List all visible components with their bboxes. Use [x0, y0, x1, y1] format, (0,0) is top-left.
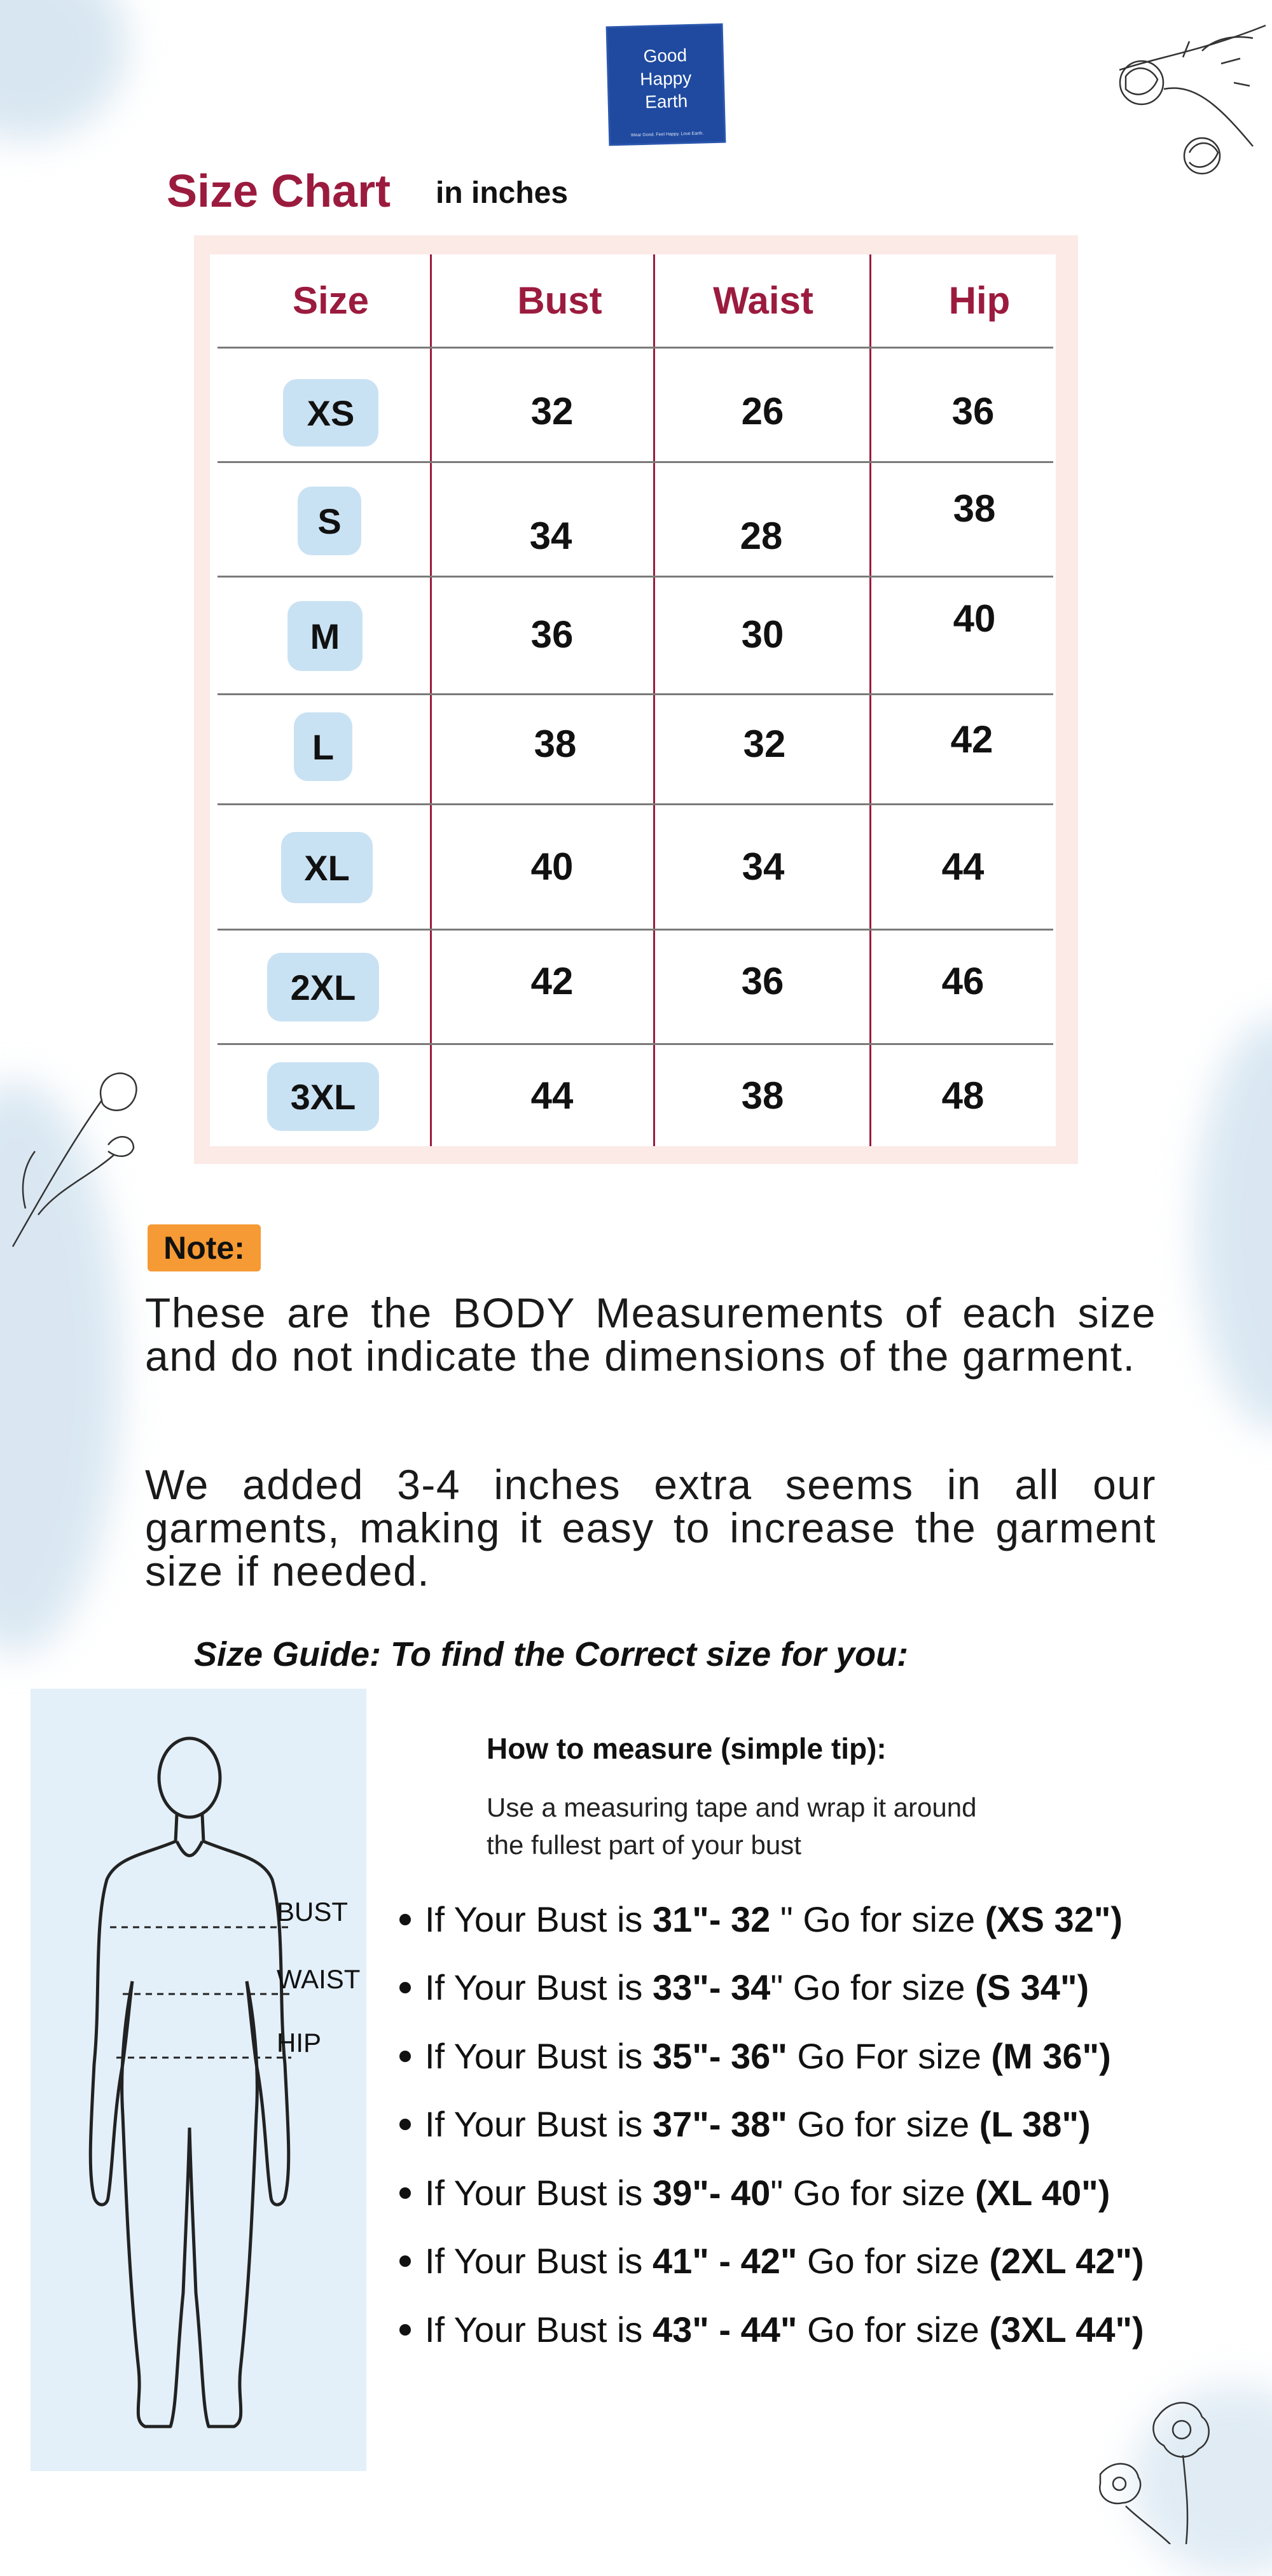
header-size: Size	[292, 279, 370, 322]
hip-value: 42	[950, 718, 993, 761]
how-to-measure-text-1: Use a measuring tape and wrap it around	[487, 1792, 977, 1822]
brand-logo	[608, 25, 724, 144]
bullet-text: Go for size	[797, 2309, 990, 2350]
waist-value: 36	[741, 960, 784, 1002]
size-badge-m: M	[287, 601, 363, 671]
bullet-range: 31"- 32	[652, 1899, 771, 1939]
bullet-dot-icon	[399, 2324, 411, 2336]
waist-label: WAIST	[277, 1964, 361, 1994]
flower-sketch-top-right-icon	[1107, 13, 1272, 184]
bust-value: 34	[529, 515, 572, 557]
unit-label: in inches	[436, 176, 569, 210]
hip-value: 38	[953, 487, 996, 530]
row-divider	[218, 576, 1053, 578]
bullet-size: (M 36")	[991, 2036, 1111, 2076]
row-divider	[218, 929, 1053, 931]
bullet-range: 41" - 42"	[652, 2241, 798, 2281]
logo-line-3: Earth	[644, 91, 688, 112]
row-divider	[218, 693, 1053, 695]
waist-value: 28	[740, 515, 783, 557]
row-divider	[218, 803, 1053, 805]
size-badge-l: L	[294, 712, 352, 781]
bullet-range: 37"- 38"	[652, 2104, 787, 2144]
bullet-range: 43" - 44"	[652, 2309, 798, 2350]
size-guide-bullet	[399, 2172, 1110, 2213]
body-figure-panel	[31, 1689, 366, 2471]
hip-value: 36	[951, 390, 995, 433]
bullet-text: " Go for size	[770, 2173, 976, 2213]
waist-value: 32	[743, 723, 786, 765]
bust-value: 38	[534, 723, 577, 765]
body-outline-icon	[69, 1733, 310, 2446]
bullet-size: (L 38")	[979, 2104, 1091, 2144]
bust-value: 36	[530, 613, 574, 656]
bullet-size: (S 34")	[975, 1967, 1089, 2007]
logo-line-2: Happy	[639, 67, 692, 90]
note-badge: Note:	[148, 1224, 261, 1271]
column-divider	[430, 254, 432, 1146]
row-divider	[218, 347, 1053, 349]
hip-value: 44	[941, 845, 985, 888]
how-to-measure-text-2: the fullest part of your bust	[487, 1830, 801, 1860]
bullet-text: If Your Bust is	[425, 2173, 653, 2213]
size-guide-bullet	[399, 1899, 1123, 1940]
bullet-dot-icon	[399, 1982, 411, 1993]
bust-value: 42	[530, 960, 574, 1002]
bullet-text: Go for size	[787, 2104, 979, 2144]
bullet-text: Go for size	[797, 2241, 990, 2281]
bullet-text: " Go for size	[770, 1899, 985, 1939]
bullet-text: If Your Bust is	[425, 1899, 653, 1939]
size-badge-xs: XS	[283, 379, 378, 447]
bullet-dot-icon	[399, 2187, 411, 2199]
bullet-range: 33"- 34	[652, 1967, 771, 2007]
size-guide-bullet	[399, 2103, 1091, 2145]
bullet-dot-icon	[399, 2255, 411, 2267]
watercolor-right-mid	[1196, 1018, 1272, 1431]
note-paragraph-2: We added 3-4 inches extra seems in all our garments, making it easy to increase the garment size if needed.	[145, 1461, 1156, 1595]
row-divider	[218, 1043, 1053, 1045]
bust-label: BUST	[277, 1897, 349, 1927]
size-badge-xl: XL	[281, 832, 373, 903]
waist-value: 30	[741, 613, 784, 656]
note-paragraph-1: These are the BODY Measurements of each size and do not indicate the dimensions of the garment.	[145, 1289, 1156, 1380]
size-badge-3xl: 3XL	[267, 1062, 379, 1131]
logo-line-1: Good	[643, 45, 688, 66]
how-to-measure-title: How to measure (simple tip):	[487, 1732, 887, 1765]
bullet-dot-icon	[399, 1914, 411, 1925]
bullet-dot-icon	[399, 2119, 411, 2130]
size-guide-title: Size Guide: To find the Correct size for you:	[194, 1635, 909, 1673]
bust-value: 32	[530, 390, 574, 433]
row-divider	[218, 461, 1053, 463]
size-badge-s: S	[298, 487, 361, 555]
bullet-size: (3XL 44")	[989, 2309, 1144, 2350]
header-hip: Hip	[948, 279, 1011, 322]
bullet-text: If Your Bust is	[425, 2104, 653, 2144]
flower-sketch-bottom-right-icon	[1075, 2379, 1266, 2544]
waist-value: 34	[742, 845, 785, 888]
bullet-text: If Your Bust is	[425, 2036, 653, 2076]
bullet-size: (XS 32")	[985, 1899, 1123, 1939]
header-waist: Waist	[713, 279, 813, 322]
logo-tagline: Wear Good. Feel Happy. Love Earth.	[630, 131, 704, 138]
size-guide-bullet	[399, 2035, 1111, 2077]
size-guide-bullet	[399, 1967, 1089, 2008]
size-table	[210, 254, 1056, 1146]
bullet-size: (2XL 42")	[989, 2241, 1144, 2281]
bullet-text: " Go for size	[770, 1967, 976, 2007]
bust-value: 44	[530, 1074, 574, 1117]
waist-value: 26	[741, 390, 784, 433]
bullet-range: 35"- 36"	[652, 2036, 787, 2076]
hip-label: HIP	[277, 2028, 322, 2058]
bullet-text: If Your Bust is	[425, 2241, 653, 2281]
waist-value: 38	[741, 1074, 784, 1117]
size-guide-bullet	[399, 2309, 1144, 2350]
watercolor-top-left	[0, 0, 127, 140]
hip-value: 40	[953, 597, 996, 640]
flower-sketch-left-icon	[0, 1062, 153, 1253]
column-divider	[869, 254, 871, 1146]
column-divider	[653, 254, 655, 1146]
bullet-text: If Your Bust is	[425, 1967, 653, 2007]
bullet-range: 39"- 40	[652, 2173, 771, 2213]
bullet-size: (XL 40")	[975, 2173, 1110, 2213]
bust-value: 40	[530, 845, 574, 888]
hip-value: 46	[941, 960, 985, 1002]
bullet-dot-icon	[399, 2051, 411, 2062]
bullet-text: Go For size	[787, 2036, 992, 2076]
header-bust: Bust	[517, 279, 602, 322]
size-guide-bullet	[399, 2240, 1144, 2282]
hip-value: 48	[941, 1074, 985, 1117]
page-title: Size Chart	[167, 166, 391, 217]
size-badge-2xl: 2XL	[267, 953, 379, 1021]
bullet-text: If Your Bust is	[425, 2309, 653, 2350]
